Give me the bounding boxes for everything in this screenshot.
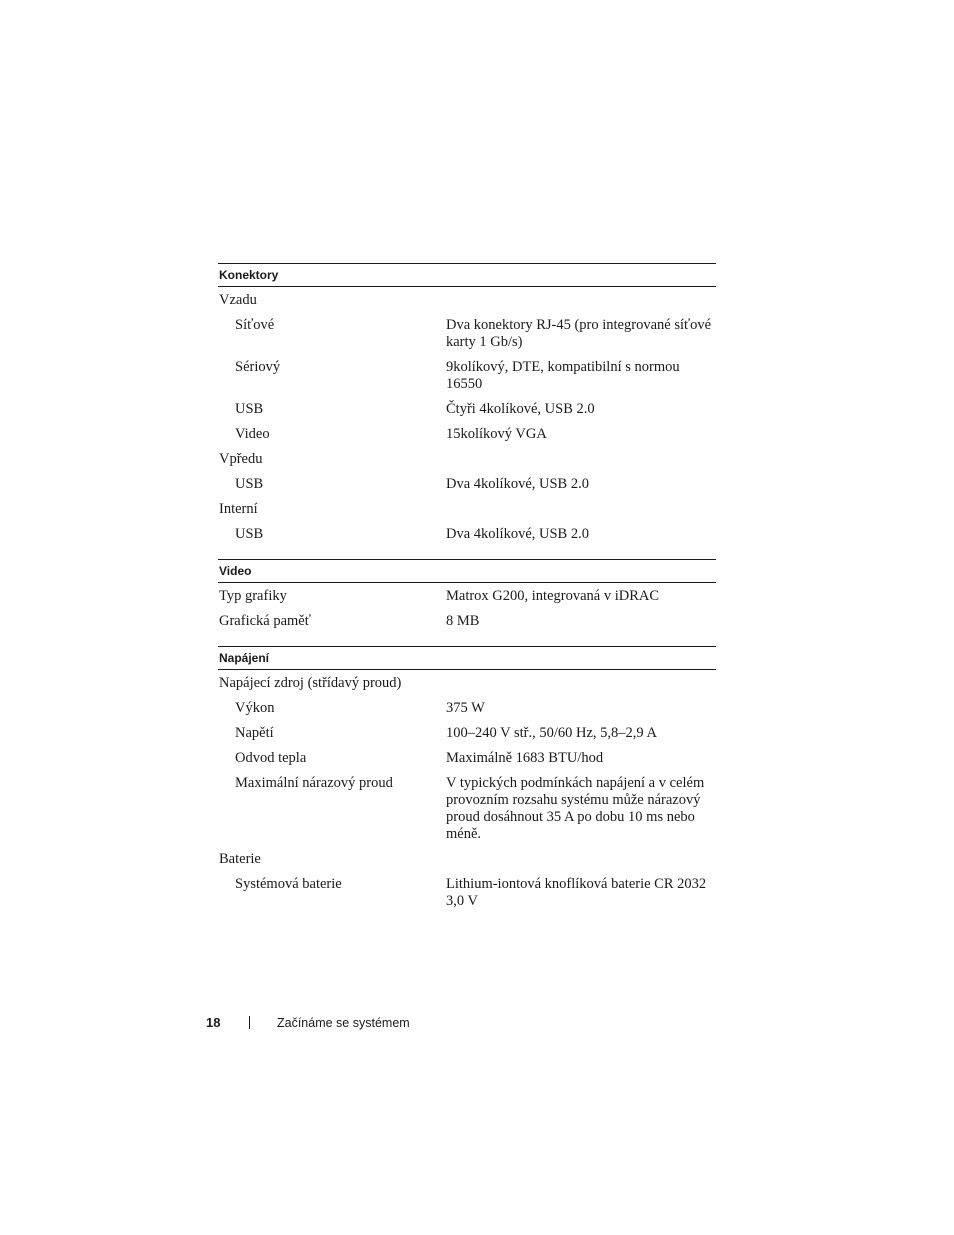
spec-row	[218, 447, 716, 472]
spec-row	[218, 584, 716, 609]
spec-row	[218, 497, 716, 522]
spec-row	[218, 746, 716, 771]
spec-row	[218, 472, 716, 497]
footer-separator	[249, 1016, 250, 1029]
spec-label: Video	[235, 426, 270, 442]
spec-row	[218, 288, 716, 313]
spec-value: Dva 4kolíkové, USB 2.0	[446, 526, 589, 542]
spec-table	[218, 263, 716, 914]
spec-label: Vpředu	[219, 451, 263, 467]
spec-label: Grafická paměť	[219, 613, 311, 629]
spec-label: Baterie	[219, 851, 261, 867]
spec-label: Maximální nárazový proud	[235, 775, 393, 791]
spec-label: Vzadu	[219, 292, 257, 308]
spec-row	[218, 771, 716, 847]
spec-value	[446, 851, 716, 868]
spec-value: 15kolíkový VGA	[446, 426, 547, 442]
spec-row	[218, 397, 716, 422]
section-rows	[218, 583, 716, 634]
spec-label: Interní	[219, 501, 258, 517]
spec-row	[218, 847, 716, 872]
spec-label: Napětí	[235, 725, 274, 741]
section-video	[218, 559, 716, 634]
spec-label: Typ grafiky	[219, 588, 287, 604]
spec-row	[218, 313, 716, 355]
spec-row	[218, 872, 716, 914]
spec-row	[218, 522, 716, 547]
spec-value	[446, 292, 716, 309]
spec-label: Výkon	[235, 700, 275, 716]
page-footer	[206, 1015, 410, 1030]
section-rows	[218, 670, 716, 914]
section-konektory	[218, 263, 716, 547]
section-rows	[218, 287, 716, 547]
spec-label: Systémová baterie	[235, 876, 342, 892]
spec-row	[218, 671, 716, 696]
spec-value: 9kolíkový, DTE, kompatibilní s normou 16550	[446, 359, 680, 392]
spec-row	[218, 355, 716, 397]
spec-value: 375 W	[446, 700, 485, 716]
spec-value: V typických podmínkách napájení a v celém provozním rozsahu systému může nárazový proud dosáhnout 35 A po dobu 10 ms nebo méně.	[446, 775, 705, 842]
section-header: Konektory	[218, 263, 716, 287]
section-napajeni	[218, 646, 716, 914]
section-header: Video	[218, 559, 716, 583]
spec-value	[446, 451, 716, 468]
chapter-title: Začínáme se systémem	[277, 1015, 410, 1030]
spec-value: Matrox G200, integrovaná v iDRAC	[446, 588, 660, 604]
spec-value: Dva konektory RJ-45 (pro integrované síťové karty 1 Gb/s)	[446, 317, 712, 350]
page-number: 18	[206, 1015, 221, 1030]
spec-label: USB	[235, 476, 264, 492]
spec-row	[218, 721, 716, 746]
section-header: Napájení	[218, 646, 716, 670]
spec-label: Napájecí zdroj (střídavý proud)	[219, 675, 402, 691]
spec-row	[218, 422, 716, 447]
spec-value: Maximálně 1683 BTU/hod	[446, 750, 604, 766]
spec-row	[218, 696, 716, 721]
spec-label: Síťové	[235, 317, 275, 333]
spec-value	[446, 675, 716, 692]
spec-label: Sériový	[235, 359, 281, 375]
spec-label: USB	[235, 526, 264, 542]
spec-value	[446, 501, 716, 518]
spec-row	[218, 609, 716, 634]
spec-value: Čtyři 4kolíkové, USB 2.0	[446, 401, 595, 417]
spec-label: Odvod tepla	[235, 750, 307, 766]
spec-value: 8 MB	[446, 613, 480, 629]
spec-label: USB	[235, 401, 264, 417]
spec-value: Lithium-iontová knoflíková baterie CR 2032 3,0 V	[446, 876, 707, 909]
spec-value: Dva 4kolíkové, USB 2.0	[446, 476, 589, 492]
spec-value: 100–240 V stř., 50/60 Hz, 5,8–2,9 A	[446, 725, 657, 741]
